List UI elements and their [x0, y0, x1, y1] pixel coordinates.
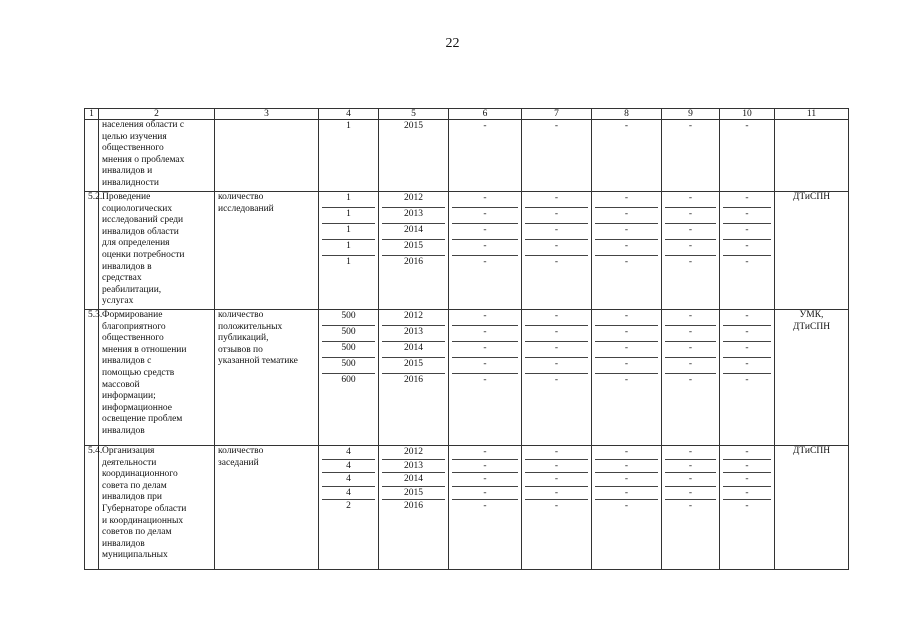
col7-cell-group — [522, 192, 592, 310]
col7-cell: - — [554, 121, 559, 131]
col6-cell: - — [452, 310, 518, 326]
year-cell: 2012 — [382, 446, 445, 460]
col6-cell: - — [452, 342, 518, 358]
activity-name — [99, 310, 215, 446]
header-col-2: 2 — [99, 109, 215, 120]
col8-cell: - — [624, 121, 629, 131]
col7-cell-group — [522, 310, 592, 446]
year-cell: 2012 — [382, 310, 445, 326]
responsible-line: ДТиСПН — [792, 321, 831, 332]
col8-cell: - — [595, 460, 658, 474]
activity-line: мнения о проблемах — [102, 154, 185, 165]
col9-cell: - — [665, 446, 716, 460]
activity-line: координационного — [102, 469, 178, 480]
col10-cell: - — [723, 192, 771, 208]
col10-cell: - — [723, 310, 771, 326]
indicator-line: исследований — [218, 203, 274, 214]
col10-cell: - — [723, 326, 771, 342]
quantity-cell: 500 — [322, 326, 375, 342]
col6-cell-group — [449, 310, 522, 446]
quantity-cell: 1 — [322, 240, 375, 256]
year-cell: 2015 — [382, 358, 445, 374]
col7-cell: - — [525, 224, 588, 240]
year-cell: 2013 — [382, 326, 445, 342]
col8-cell: - — [624, 501, 629, 511]
header-col-3: 3 — [215, 109, 319, 120]
col6-cell: - — [483, 121, 487, 131]
activity-line: населения области с — [102, 120, 185, 130]
indicator-line: указанной тематике — [218, 356, 298, 367]
col6-cell: - — [452, 358, 518, 374]
col10-cell: - — [745, 257, 749, 267]
activity-line: услугах — [102, 296, 134, 307]
col8-cell: - — [595, 342, 658, 358]
col8-cell: - — [595, 358, 658, 374]
responsible-line: УМК, — [799, 310, 824, 320]
activity-line: помощью средств — [102, 367, 175, 378]
quantity-cell: 1 — [322, 208, 375, 224]
col10-cell-group — [720, 446, 775, 570]
indicator-name — [215, 310, 319, 446]
quantity-cell-group — [319, 120, 379, 192]
col8-cell: - — [595, 208, 658, 224]
header-col-7: 7 — [522, 109, 592, 120]
col6-cell: - — [452, 446, 518, 460]
col8-cell-group — [592, 192, 662, 310]
activity-line: инвалидов с — [102, 356, 152, 367]
col8-cell: - — [595, 224, 658, 240]
header-col-11: 11 — [775, 109, 849, 120]
col9-cell-group — [662, 310, 720, 446]
col10-cell: - — [723, 208, 771, 224]
quantity-cell: 2 — [346, 501, 351, 511]
header-col-10: 10 — [720, 109, 775, 120]
col10-cell: - — [723, 358, 771, 374]
col10-cell: - — [723, 240, 771, 256]
col8-cell: - — [624, 257, 629, 267]
quantity-cell: 4 — [322, 473, 375, 487]
col10-cell: - — [745, 501, 749, 511]
col10-cell-group — [720, 192, 775, 310]
col7-cell: - — [525, 326, 588, 342]
year-cell: 2015 — [404, 121, 423, 131]
quantity-cell: 4 — [322, 460, 375, 474]
item-number: 5.2. — [85, 192, 99, 310]
header-col-4: 4 — [319, 109, 379, 120]
col6-cell: - — [452, 240, 518, 256]
activity-name — [99, 120, 215, 192]
col6-cell: - — [452, 460, 518, 474]
col10-cell: - — [745, 121, 749, 131]
responsible-party — [775, 120, 849, 192]
responsible-party — [775, 192, 849, 310]
indicator-line: положительных — [218, 321, 283, 332]
col8-cell: - — [595, 473, 658, 487]
activity-line: инвалидов — [102, 425, 145, 436]
col10-cell: - — [745, 375, 749, 385]
quantity-cell: 500 — [322, 310, 375, 326]
col6-cell: - — [452, 487, 518, 501]
table-row — [85, 310, 849, 446]
indicator-name — [215, 192, 319, 310]
activity-line: инвалидов при — [102, 492, 163, 503]
header-col-6: 6 — [449, 109, 522, 120]
activity-line: Губернаторе области — [102, 503, 187, 514]
quantity-cell: 500 — [322, 342, 375, 358]
col6-cell: - — [452, 224, 518, 240]
col10-cell: - — [723, 487, 771, 501]
col8-cell-group — [592, 120, 662, 192]
program-table — [84, 108, 849, 570]
indicator-line: количество — [218, 446, 264, 456]
col7-cell: - — [525, 487, 588, 501]
col6-cell: - — [483, 257, 487, 267]
col6-cell: - — [452, 192, 518, 208]
col7-cell: - — [554, 375, 559, 385]
col7-cell: - — [525, 446, 588, 460]
col6-cell: - — [452, 326, 518, 342]
activity-line: информационное — [102, 402, 173, 413]
activity-name — [99, 192, 215, 310]
indicator-line: заседаний — [218, 457, 259, 468]
table-row — [85, 192, 849, 310]
quantity-cell: 4 — [322, 446, 375, 460]
activity-line: Проведение — [102, 192, 151, 202]
col10-cell: - — [723, 460, 771, 474]
col7-cell: - — [525, 240, 588, 256]
activity-line: информации; — [102, 391, 156, 402]
col10-cell: - — [723, 446, 771, 460]
activity-line: социологических — [102, 203, 173, 214]
header-col-5: 5 — [379, 109, 449, 120]
year-cell-group — [379, 446, 449, 570]
col10-cell-group — [720, 120, 775, 192]
quantity-cell: 1 — [346, 257, 351, 267]
col7-cell: - — [525, 473, 588, 487]
activity-line: инвалидов — [102, 538, 145, 549]
col7-cell: - — [554, 501, 559, 511]
col9-cell-group — [662, 192, 720, 310]
indicator-name — [215, 446, 319, 570]
quantity-cell-group — [319, 310, 379, 446]
col7-cell: - — [554, 257, 559, 267]
quantity-cell: 4 — [322, 487, 375, 501]
col6-cell-group — [449, 446, 522, 570]
col8-cell: - — [595, 192, 658, 208]
col9-cell-group — [662, 446, 720, 570]
year-cell: 2013 — [382, 208, 445, 224]
col9-cell: - — [665, 487, 716, 501]
activity-line: инвалидов области — [102, 226, 179, 237]
col7-cell: - — [525, 208, 588, 224]
table-row — [85, 446, 849, 570]
col8-cell: - — [595, 310, 658, 326]
col7-cell: - — [525, 310, 588, 326]
col9-cell: - — [665, 473, 716, 487]
col6-cell: - — [452, 473, 518, 487]
col7-cell: - — [525, 460, 588, 474]
col7-cell: - — [525, 342, 588, 358]
col6-cell-group — [449, 120, 522, 192]
year-cell: 2015 — [382, 240, 445, 256]
header-col-9: 9 — [662, 109, 720, 120]
col8-cell: - — [595, 446, 658, 460]
col9-cell-group — [662, 120, 720, 192]
col9-cell: - — [665, 310, 716, 326]
col9-cell: - — [665, 192, 716, 208]
col9-cell: - — [665, 326, 716, 342]
responsible-line: ДТиСПН — [792, 446, 831, 456]
col6-cell: - — [483, 501, 487, 511]
quantity-cell: 1 — [346, 121, 351, 131]
year-cell: 2012 — [382, 192, 445, 208]
col9-cell: - — [688, 121, 693, 131]
responsible-line: ДТиСПН — [792, 192, 831, 202]
activity-line: целью изучения — [102, 131, 167, 142]
header-col-1: 1 — [85, 109, 99, 120]
year-cell: 2013 — [382, 460, 445, 474]
page-number: 22 — [445, 36, 460, 51]
indicator-line: количество — [218, 310, 264, 320]
activity-line: Формирование — [102, 310, 163, 320]
col6-cell: - — [483, 375, 487, 385]
year-cell: 2016 — [404, 375, 423, 385]
activity-line: общественного — [102, 143, 164, 154]
col9-cell: - — [665, 208, 716, 224]
year-cell: 2016 — [404, 257, 423, 267]
activity-line: муниципальных — [102, 550, 168, 561]
activity-line: реабилитации, — [102, 284, 162, 295]
activity-line: средствах — [102, 273, 142, 284]
activity-line: совета по делам — [102, 480, 167, 491]
col9-cell: - — [688, 375, 693, 385]
col8-cell: - — [624, 375, 629, 385]
col9-cell: - — [688, 257, 693, 267]
year-cell: 2014 — [382, 473, 445, 487]
col10-cell: - — [723, 342, 771, 358]
responsible-party — [775, 310, 849, 446]
activity-line: массовой — [102, 379, 140, 390]
activity-line: для определения — [102, 238, 170, 249]
quantity-cell: 500 — [322, 358, 375, 374]
col9-cell: - — [665, 240, 716, 256]
activity-line: освещение проблем — [102, 414, 183, 425]
header-col-8: 8 — [592, 109, 662, 120]
indicator-line: отзывов по — [218, 344, 263, 355]
col8-cell: - — [595, 487, 658, 501]
col7-cell-group — [522, 446, 592, 570]
year-cell: 2015 — [382, 487, 445, 501]
year-cell-group — [379, 120, 449, 192]
column-number-header-row — [85, 109, 849, 120]
col9-cell: - — [665, 224, 716, 240]
col6-cell: - — [452, 208, 518, 224]
indicator-line: количество — [218, 192, 264, 202]
table-row — [85, 120, 849, 192]
col10-cell-group — [720, 310, 775, 446]
col7-cell-group — [522, 120, 592, 192]
activity-line: советов по делам — [102, 527, 172, 538]
quantity-cell-group — [319, 192, 379, 310]
activity-name — [99, 446, 215, 570]
activity-line: Организация — [102, 446, 155, 456]
year-cell: 2016 — [404, 501, 423, 511]
col7-cell: - — [525, 192, 588, 208]
col10-cell: - — [723, 224, 771, 240]
col8-cell-group — [592, 446, 662, 570]
activity-line: благоприятного — [102, 321, 166, 332]
col9-cell: - — [665, 460, 716, 474]
indicator-line: публикаций, — [218, 333, 269, 344]
col8-cell: - — [595, 240, 658, 256]
activity-line: деятельности — [102, 457, 157, 468]
col7-cell: - — [525, 358, 588, 374]
col9-cell: - — [665, 358, 716, 374]
activity-line: инвалидов в — [102, 261, 152, 272]
item-number: 5.3. — [85, 310, 99, 446]
year-cell-group — [379, 192, 449, 310]
year-cell: 2014 — [382, 342, 445, 358]
activity-line: общественного — [102, 333, 164, 344]
quantity-cell: 600 — [341, 375, 356, 385]
activity-line: инвалидов и — [102, 166, 153, 177]
col9-cell: - — [688, 501, 693, 511]
indicator-name — [215, 120, 319, 192]
col8-cell: - — [595, 326, 658, 342]
responsible-party — [775, 446, 849, 570]
item-number — [85, 120, 99, 192]
col10-cell: - — [723, 473, 771, 487]
activity-line: инвалидности — [102, 177, 160, 188]
col8-cell-group — [592, 310, 662, 446]
year-cell: 2014 — [382, 224, 445, 240]
col9-cell: - — [665, 342, 716, 358]
col6-cell-group — [449, 192, 522, 310]
quantity-cell: 1 — [322, 192, 375, 208]
quantity-cell: 1 — [322, 224, 375, 240]
quantity-cell-group — [319, 446, 379, 570]
activity-line: и координационных — [102, 515, 184, 526]
item-number: 5.4. — [85, 446, 99, 570]
activity-line: оценки потребности — [102, 249, 185, 260]
activity-line: мнения в отношении — [102, 344, 187, 355]
year-cell-group — [379, 310, 449, 446]
activity-line: исследований среди — [102, 215, 184, 226]
